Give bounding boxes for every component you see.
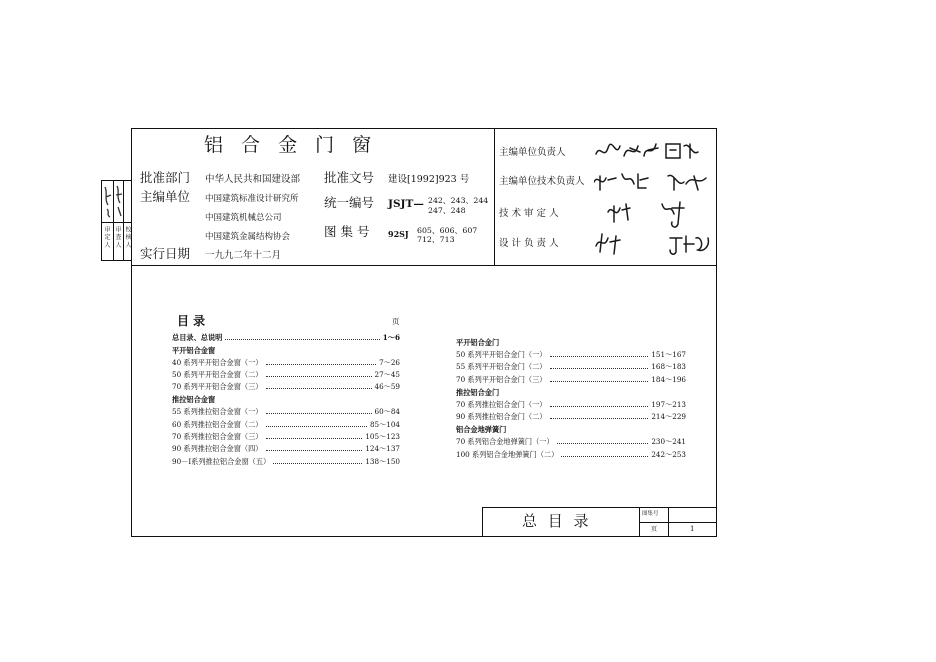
toc-item-page: 168～183 — [651, 362, 686, 371]
toc-item-label: 90 系列推拉铝合金门（二） — [456, 412, 547, 421]
toc-leader — [266, 423, 367, 427]
header-bottom-line — [131, 265, 717, 266]
toc-section: 铝合金地弹簧门 — [456, 425, 507, 434]
toc-leader — [266, 361, 377, 365]
toc-item-label: 55 系列推拉铝合金窗（一） — [172, 407, 263, 416]
toc-item-page: 151～167 — [651, 350, 686, 359]
toc-page-heading: 页 — [392, 317, 400, 326]
editor-unit-2: 中国建筑机械总公司 — [205, 213, 282, 223]
toc-item[interactable] — [172, 383, 400, 390]
toc-leader — [550, 365, 649, 369]
toc-item[interactable] — [456, 376, 686, 383]
toc-item-label: 50 系列平开铝合金门（一） — [456, 350, 547, 359]
toc-item[interactable] — [172, 445, 400, 452]
header-divider — [494, 128, 495, 265]
toc-item-label: 总目录、总说明 — [172, 333, 223, 342]
toc-item[interactable] — [172, 371, 400, 378]
toc-leader — [550, 378, 649, 382]
unified-prefix: JSJT— — [388, 198, 424, 210]
titleblock-page-label: 页 — [651, 526, 658, 533]
toc-item-page: 105～123 — [365, 432, 400, 441]
toc-heading: 目 录 — [177, 314, 206, 328]
toc-item[interactable] — [172, 359, 400, 366]
toc-item-label: 70 系列平开铝合金窗（三） — [172, 382, 263, 391]
toc-item-label: 100 系列铝合金地弹簧门（二） — [456, 450, 559, 459]
toc-item-page: 230～241 — [651, 437, 686, 446]
toc-item-page: 138～150 — [365, 457, 400, 466]
doc-no-label: 批准文号 — [324, 170, 375, 185]
titleblock-mid-line — [639, 522, 717, 523]
toc-item[interactable] — [172, 458, 400, 465]
stamp-label: 审 查 人 — [114, 226, 121, 248]
toc-leader — [561, 453, 648, 457]
toc-leader — [557, 440, 649, 444]
toc-item-label: 90－Ⅰ系列推拉铝合金窗（五） — [172, 457, 271, 466]
toc-item-label: 70 系列铝合金地弹簧门（一） — [456, 437, 554, 446]
stamp-strip-line — [101, 222, 131, 223]
titleblock-atlas-label: 图集号 — [642, 511, 659, 517]
toc-section: 平开铝合金门 — [456, 338, 500, 347]
toc-leader — [266, 447, 363, 451]
titleblock-left-line — [482, 507, 483, 537]
toc-item-page: 1～6 — [382, 333, 400, 342]
toc-item[interactable] — [172, 408, 400, 415]
toc-leader — [266, 373, 372, 377]
stamp-signatures — [102, 183, 130, 219]
toc-section: 推拉铝合金门 — [456, 388, 500, 397]
toc-item-label: 90 系列推拉铝合金窗（四） — [172, 444, 263, 453]
toc-item-page: 60～84 — [374, 407, 400, 416]
toc-leader — [225, 336, 379, 340]
toc-item-label: 70 系列平开铝合金门（三） — [456, 375, 547, 384]
toc-item-label: 70 系列推拉铝合金窗（三） — [172, 432, 263, 441]
toc-item[interactable] — [172, 433, 400, 440]
toc-item-page: 242～253 — [651, 450, 686, 459]
toc-item-page: 214～229 — [651, 412, 686, 421]
toc-item-page: 27～45 — [374, 370, 400, 379]
toc-item-page: 124～137 — [365, 444, 400, 453]
atlas-prefix: 92SJ — [388, 229, 409, 239]
toc-leader — [266, 385, 372, 389]
unified-numbers-2: 247、248 — [428, 206, 466, 215]
toc-item[interactable] — [456, 401, 686, 408]
unified-label: 统一编号 — [324, 195, 375, 210]
signatures — [594, 138, 718, 258]
approve-dept-label: 批准部门 — [140, 170, 191, 185]
toc-item-label: 50 系列平开铝合金窗（二） — [172, 370, 263, 379]
tech-reviewer-label: 技 术 审 定 人 — [499, 208, 559, 219]
toc-leader — [266, 410, 372, 414]
toc-item-page: 85～104 — [369, 420, 400, 429]
titleblock-page-value: 1 — [690, 525, 695, 533]
chief-unit-head-label: 主编单位负责人 — [499, 147, 566, 158]
toc-leader — [273, 460, 362, 464]
stamp-label: 校 核 人 — [124, 226, 131, 248]
design-head-label: 设 计 负 责 人 — [499, 238, 559, 249]
toc-item-page: 7～26 — [379, 358, 400, 367]
titleblock-title: 总 目 录 — [522, 512, 592, 530]
stamp-strip-line — [101, 260, 131, 261]
page-title: 铝 合 金 门 窗 — [204, 134, 378, 156]
effective-value: 一九九二年十二月 — [205, 250, 282, 261]
atlas-numbers-1: 605、606、607 — [417, 226, 478, 235]
toc-item[interactable] — [456, 438, 686, 445]
editor-unit-1: 中国建筑标准设计研究所 — [205, 194, 299, 204]
toc-section: 平开铝合金窗 — [172, 346, 216, 355]
toc-item-page: 46～59 — [374, 382, 400, 391]
approve-dept-value: 中华人民共和国建设部 — [205, 174, 301, 185]
toc-leader — [550, 353, 649, 357]
atlas-label: 图 集 号 — [324, 224, 370, 239]
editor-unit-label: 主编单位 — [140, 189, 191, 204]
editor-unit-3: 中国建筑金属结构协会 — [205, 232, 291, 242]
toc-item-label: 60 系列推拉铝合金窗（二） — [172, 420, 263, 429]
stamp-strip-line — [101, 180, 131, 181]
toc-leader — [550, 403, 649, 407]
atlas-numbers-2: 712、713 — [417, 235, 455, 244]
toc-item[interactable] — [172, 334, 400, 341]
toc-item-label: 55 系列平开铝合金门（二） — [456, 362, 547, 371]
toc-leader — [266, 435, 363, 439]
toc-leader — [550, 415, 649, 419]
stamp-label: 审 定 人 — [103, 226, 110, 248]
toc-item[interactable] — [456, 451, 686, 458]
toc-item-page: 197～213 — [651, 400, 686, 409]
toc-item[interactable] — [456, 363, 686, 370]
toc-item[interactable] — [456, 413, 686, 420]
chief-tech-head-label: 主编单位技术负责人 — [499, 176, 585, 187]
doc-no-value: 建设[1992]923 号 — [388, 174, 470, 185]
toc-item[interactable] — [456, 351, 686, 358]
toc-section: 推拉铝合金窗 — [172, 395, 216, 404]
effective-label: 实行日期 — [140, 246, 191, 261]
toc-item-page: 184～196 — [651, 375, 686, 384]
toc-item[interactable] — [172, 421, 400, 428]
toc-item-label: 70 系列推拉铝合金门（一） — [456, 400, 547, 409]
unified-numbers-1: 242、243、244 — [428, 196, 489, 205]
toc-item-label: 40 系列平开铝合金窗（一） — [172, 358, 263, 367]
titleblock-top-line — [482, 507, 717, 508]
